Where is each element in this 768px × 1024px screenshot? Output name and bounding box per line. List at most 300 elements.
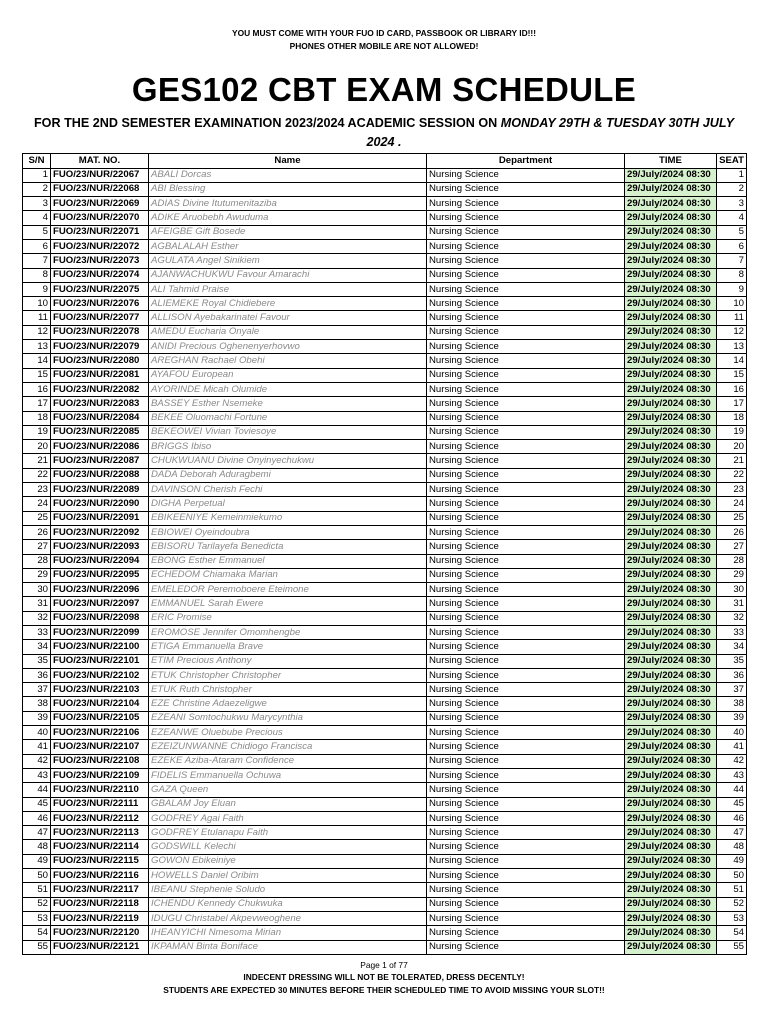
mat-no-cell: FUO/23/NUR/22108 (51, 754, 149, 768)
seat-number-cell: 35 (717, 654, 747, 668)
student-name-cell: EZE Christine Adaezeligwe (149, 697, 427, 711)
table-row (23, 411, 747, 425)
seat-number-cell: 6 (717, 239, 747, 253)
department-cell: Nursing Science (427, 368, 625, 382)
department-cell: Nursing Science (427, 711, 625, 725)
mat-no-cell: FUO/23/NUR/22107 (51, 740, 149, 754)
table-row (23, 282, 747, 296)
table-row (23, 640, 747, 654)
serial-number-cell: 15 (23, 368, 51, 382)
table-row (23, 797, 747, 811)
serial-number-cell: 48 (23, 840, 51, 854)
exam-time-cell: 29/July/2024 08:30 (625, 197, 717, 211)
seat-number-cell: 43 (717, 768, 747, 782)
student-name-cell: GOWON Ebikeiniye (149, 854, 427, 868)
mat-no-cell: FUO/23/NUR/22113 (51, 826, 149, 840)
mat-no-cell: FUO/23/NUR/22098 (51, 611, 149, 625)
student-name-cell: EZEIZUNWANNE Chidiogo Francisca (149, 740, 427, 754)
mat-no-cell: FUO/23/NUR/22109 (51, 768, 149, 782)
mat-no-cell: FUO/23/NUR/22120 (51, 926, 149, 940)
seat-number-cell: 2 (717, 182, 747, 196)
page-number: Page 1 of 77 (360, 960, 408, 970)
student-name-cell: ECHEDOM Chiamaka Marian (149, 568, 427, 582)
mat-no-cell: FUO/23/NUR/22106 (51, 726, 149, 740)
department-cell: Nursing Science (427, 911, 625, 925)
table-row (23, 840, 747, 854)
mat-no-cell: FUO/23/NUR/22104 (51, 697, 149, 711)
mat-no-cell: FUO/23/NUR/22092 (51, 525, 149, 539)
department-cell: Nursing Science (427, 454, 625, 468)
seat-number-cell: 23 (717, 483, 747, 497)
seat-number-cell: 37 (717, 683, 747, 697)
exam-time-cell: 29/July/2024 08:30 (625, 254, 717, 268)
seat-number-cell: 20 (717, 440, 747, 454)
serial-number-cell: 34 (23, 640, 51, 654)
table-row (23, 397, 747, 411)
mat-no-cell: FUO/23/NUR/22110 (51, 783, 149, 797)
student-name-cell: EZEKE Aziba-Ataram Confidence (149, 754, 427, 768)
exam-time-cell: 29/July/2024 08:30 (625, 497, 717, 511)
mat-no-cell: FUO/23/NUR/22094 (51, 554, 149, 568)
student-name-cell: GODSWILL Kelechi (149, 840, 427, 854)
arrival-time-notice: STUDENTS ARE EXPECTED 30 MINUTES BEFORE THEIR SCHEDULED TIME TO AVOID MISSING YOUR SLOT!! (163, 985, 605, 995)
seat-number-cell: 51 (717, 883, 747, 897)
mat-no-cell: FUO/23/NUR/22116 (51, 869, 149, 883)
column-header-time: TIME (625, 154, 717, 169)
department-cell: Nursing Science (427, 254, 625, 268)
serial-number-cell: 43 (23, 768, 51, 782)
serial-number-cell: 36 (23, 668, 51, 682)
exam-time-cell: 29/July/2024 08:30 (625, 611, 717, 625)
serial-number-cell: 3 (23, 197, 51, 211)
student-name-cell: BASSEY Esther Nsemeke (149, 397, 427, 411)
mat-no-cell: FUO/23/NUR/22081 (51, 368, 149, 382)
exam-time-cell: 29/July/2024 08:30 (625, 726, 717, 740)
mat-no-cell: FUO/23/NUR/22085 (51, 425, 149, 439)
serial-number-cell: 29 (23, 568, 51, 582)
serial-number-cell: 18 (23, 411, 51, 425)
seat-number-cell: 36 (717, 668, 747, 682)
department-cell: Nursing Science (427, 668, 625, 682)
table-row (23, 897, 747, 911)
department-cell: Nursing Science (427, 768, 625, 782)
exam-time-cell: 29/July/2024 08:30 (625, 811, 717, 825)
exam-time-cell: 29/July/2024 08:30 (625, 540, 717, 554)
exam-time-cell: 29/July/2024 08:30 (625, 397, 717, 411)
student-name-cell: ERIC Promise (149, 611, 427, 625)
table-row (23, 311, 747, 325)
department-cell: Nursing Science (427, 611, 625, 625)
mat-no-cell: FUO/23/NUR/22118 (51, 897, 149, 911)
table-header-row (23, 154, 747, 169)
table-row (23, 211, 747, 225)
serial-number-cell: 52 (23, 897, 51, 911)
exam-time-cell: 29/July/2024 08:30 (625, 883, 717, 897)
serial-number-cell: 40 (23, 726, 51, 740)
mat-no-cell: FUO/23/NUR/22097 (51, 597, 149, 611)
mat-no-cell: FUO/23/NUR/22121 (51, 940, 149, 954)
student-name-cell: DIGHA Perpetual (149, 497, 427, 511)
mat-no-cell: FUO/23/NUR/22105 (51, 711, 149, 725)
exam-time-cell: 29/July/2024 08:30 (625, 525, 717, 539)
serial-number-cell: 4 (23, 211, 51, 225)
exam-time-cell: 29/July/2024 08:30 (625, 297, 717, 311)
seat-number-cell: 3 (717, 197, 747, 211)
table-row (23, 754, 747, 768)
seat-number-cell: 38 (717, 697, 747, 711)
seat-number-cell: 28 (717, 554, 747, 568)
student-name-cell: ADIAS Divine Itutumenitaziba (149, 197, 427, 211)
exam-time-cell: 29/July/2024 08:30 (625, 740, 717, 754)
seat-number-cell: 18 (717, 411, 747, 425)
table-row (23, 554, 747, 568)
table-row (23, 811, 747, 825)
seat-number-cell: 8 (717, 268, 747, 282)
column-header-mat-no: MAT. NO. (51, 154, 149, 169)
mat-no-cell: FUO/23/NUR/22070 (51, 211, 149, 225)
seat-number-cell: 32 (717, 611, 747, 625)
department-cell: Nursing Science (427, 440, 625, 454)
table-row (23, 583, 747, 597)
serial-number-cell: 37 (23, 683, 51, 697)
serial-number-cell: 22 (23, 468, 51, 482)
department-cell: Nursing Science (427, 568, 625, 582)
student-name-cell: GAZA Queen (149, 783, 427, 797)
exam-time-cell: 29/July/2024 08:30 (625, 926, 717, 940)
table-row (23, 726, 747, 740)
exam-time-cell: 29/July/2024 08:30 (625, 654, 717, 668)
exam-time-cell: 29/July/2024 08:30 (625, 382, 717, 396)
seat-number-cell: 31 (717, 597, 747, 611)
mat-no-cell: FUO/23/NUR/22101 (51, 654, 149, 668)
serial-number-cell: 47 (23, 826, 51, 840)
student-name-cell: EROMOSE Jennifer Omomhengbe (149, 626, 427, 640)
seat-number-cell: 40 (717, 726, 747, 740)
serial-number-cell: 14 (23, 354, 51, 368)
exam-time-cell: 29/July/2024 08:30 (625, 440, 717, 454)
table-row (23, 525, 747, 539)
seat-number-cell: 13 (717, 340, 747, 354)
table-row (23, 425, 747, 439)
department-cell: Nursing Science (427, 525, 625, 539)
serial-number-cell: 46 (23, 811, 51, 825)
serial-number-cell: 25 (23, 511, 51, 525)
seat-number-cell: 29 (717, 568, 747, 582)
student-name-cell: BEKEOWEI Vivian Toviesoye (149, 425, 427, 439)
exam-time-cell: 29/July/2024 08:30 (625, 768, 717, 782)
exam-time-cell: 29/July/2024 08:30 (625, 225, 717, 239)
student-name-cell: EZEANWE Oluebube Precious (149, 726, 427, 740)
serial-number-cell: 12 (23, 325, 51, 339)
department-cell: Nursing Science (427, 854, 625, 868)
department-cell: Nursing Science (427, 511, 625, 525)
exam-time-cell: 29/July/2024 08:30 (625, 425, 717, 439)
mat-no-cell: FUO/23/NUR/22102 (51, 668, 149, 682)
exam-dates: MONDAY 29TH & TUESDAY 30TH JULY 2024 . (366, 116, 735, 149)
serial-number-cell: 39 (23, 711, 51, 725)
table-row (23, 854, 747, 868)
table-row (23, 654, 747, 668)
exam-time-cell: 29/July/2024 08:30 (625, 683, 717, 697)
seat-number-cell: 30 (717, 583, 747, 597)
department-cell: Nursing Science (427, 211, 625, 225)
serial-number-cell: 53 (23, 911, 51, 925)
department-cell: Nursing Science (427, 597, 625, 611)
department-cell: Nursing Science (427, 483, 625, 497)
seat-number-cell: 25 (717, 511, 747, 525)
seat-number-cell: 17 (717, 397, 747, 411)
table-row (23, 740, 747, 754)
exam-schedule-table (22, 153, 747, 955)
column-header-seat: SEAT (717, 154, 747, 169)
serial-number-cell: 6 (23, 239, 51, 253)
exam-time-cell: 29/July/2024 08:30 (625, 897, 717, 911)
exam-time-cell: 29/July/2024 08:30 (625, 826, 717, 840)
table-row (23, 883, 747, 897)
student-name-cell: AGBALALAH Esther (149, 239, 427, 253)
seat-number-cell: 7 (717, 254, 747, 268)
seat-number-cell: 21 (717, 454, 747, 468)
mat-no-cell: FUO/23/NUR/22089 (51, 483, 149, 497)
serial-number-cell: 26 (23, 525, 51, 539)
seat-number-cell: 14 (717, 354, 747, 368)
student-name-cell: EBONG Esther Emmanuel (149, 554, 427, 568)
student-name-cell: EBIOWEI Oyeindoubra (149, 525, 427, 539)
seat-number-cell: 5 (717, 225, 747, 239)
student-name-cell: DADA Deborah Aduragbemi (149, 468, 427, 482)
phones-notice: PHONES OTHER MOBILE ARE NOT ALLOWED! (289, 40, 479, 51)
student-name-cell: GBALAM Joy Eluan (149, 797, 427, 811)
student-name-cell: ALI Tahmid Praise (149, 282, 427, 296)
exam-time-cell: 29/July/2024 08:30 (625, 182, 717, 196)
serial-number-cell: 13 (23, 340, 51, 354)
table-row (23, 768, 747, 782)
seat-number-cell: 52 (717, 897, 747, 911)
seat-number-cell: 34 (717, 640, 747, 654)
serial-number-cell: 17 (23, 397, 51, 411)
subtitle-prefix: FOR THE 2ND SEMESTER EXAMINATION 2023/2024 ACADEMIC SESSION ON (33, 116, 501, 130)
seat-number-cell: 4 (717, 211, 747, 225)
department-cell: Nursing Science (427, 654, 625, 668)
seat-number-cell: 27 (717, 540, 747, 554)
table-row (23, 468, 747, 482)
exam-session-subtitle (24, 114, 744, 152)
department-cell: Nursing Science (427, 282, 625, 296)
table-row (23, 568, 747, 582)
serial-number-cell: 11 (23, 311, 51, 325)
mat-no-cell: FUO/23/NUR/22095 (51, 568, 149, 582)
exam-time-cell: 29/July/2024 08:30 (625, 626, 717, 640)
table-row (23, 911, 747, 925)
exam-time-cell: 29/July/2024 08:30 (625, 711, 717, 725)
mat-no-cell: FUO/23/NUR/22083 (51, 397, 149, 411)
seat-number-cell: 19 (717, 425, 747, 439)
mat-no-cell: FUO/23/NUR/22068 (51, 182, 149, 196)
seat-number-cell: 12 (717, 325, 747, 339)
mat-no-cell: FUO/23/NUR/22103 (51, 683, 149, 697)
table-row (23, 368, 747, 382)
page-title: GES102 CBT EXAM SCHEDULE (131, 71, 637, 108)
department-cell: Nursing Science (427, 225, 625, 239)
student-name-cell: ETUK Christopher Christopher (149, 668, 427, 682)
student-name-cell: IKPAMAN Binta Boniface (149, 940, 427, 954)
student-name-cell: BRIGGS Ibiso (149, 440, 427, 454)
exam-time-cell: 29/July/2024 08:30 (625, 754, 717, 768)
student-name-cell: ABI Blessing (149, 182, 427, 196)
seat-number-cell: 15 (717, 368, 747, 382)
seat-number-cell: 10 (717, 297, 747, 311)
department-cell: Nursing Science (427, 869, 625, 883)
serial-number-cell: 50 (23, 869, 51, 883)
student-name-cell: IDUGU Christabel Akpevweoghene (149, 911, 427, 925)
department-cell: Nursing Science (427, 926, 625, 940)
table-row (23, 225, 747, 239)
student-name-cell: HOWELLS Daniel Oribim (149, 869, 427, 883)
student-name-cell: ALIEMEKE Royal Chidiebere (149, 297, 427, 311)
exam-time-cell: 29/July/2024 08:30 (625, 783, 717, 797)
serial-number-cell: 5 (23, 225, 51, 239)
serial-number-cell: 45 (23, 797, 51, 811)
exam-time-cell: 29/July/2024 08:30 (625, 911, 717, 925)
exam-time-cell: 29/July/2024 08:30 (625, 511, 717, 525)
seat-number-cell: 46 (717, 811, 747, 825)
serial-number-cell: 35 (23, 654, 51, 668)
exam-time-cell: 29/July/2024 08:30 (625, 411, 717, 425)
table-row (23, 540, 747, 554)
table-row (23, 454, 747, 468)
seat-number-cell: 49 (717, 854, 747, 868)
serial-number-cell: 28 (23, 554, 51, 568)
serial-number-cell: 31 (23, 597, 51, 611)
serial-number-cell: 9 (23, 282, 51, 296)
mat-no-cell: FUO/23/NUR/22067 (51, 168, 149, 182)
mat-no-cell: FUO/23/NUR/22075 (51, 282, 149, 296)
student-name-cell: ETIM Precious Anthony (149, 654, 427, 668)
department-cell: Nursing Science (427, 940, 625, 954)
seat-number-cell: 42 (717, 754, 747, 768)
department-cell: Nursing Science (427, 325, 625, 339)
mat-no-cell: FUO/23/NUR/22072 (51, 239, 149, 253)
exam-time-cell: 29/July/2024 08:30 (625, 368, 717, 382)
exam-time-cell: 29/July/2024 08:30 (625, 282, 717, 296)
table-body (23, 168, 747, 954)
department-cell: Nursing Science (427, 168, 625, 182)
table-row (23, 511, 747, 525)
serial-number-cell: 10 (23, 297, 51, 311)
exam-time-cell: 29/July/2024 08:30 (625, 168, 717, 182)
table-row (23, 354, 747, 368)
mat-no-cell: FUO/23/NUR/22093 (51, 540, 149, 554)
exam-time-cell: 29/July/2024 08:30 (625, 483, 717, 497)
serial-number-cell: 21 (23, 454, 51, 468)
student-name-cell: EBIKEENIYE Kemeinmiekumo (149, 511, 427, 525)
student-name-cell: AMEDU Eucharia Onyale (149, 325, 427, 339)
table-row (23, 783, 747, 797)
seat-number-cell: 22 (717, 468, 747, 482)
table-row (23, 626, 747, 640)
mat-no-cell: FUO/23/NUR/22077 (51, 311, 149, 325)
exam-time-cell: 29/July/2024 08:30 (625, 597, 717, 611)
exam-time-cell: 29/July/2024 08:30 (625, 797, 717, 811)
seat-number-cell: 41 (717, 740, 747, 754)
student-name-cell: EMMANUEL Sarah Ewere (149, 597, 427, 611)
column-header-name: Name (149, 154, 427, 169)
student-name-cell: EMELEDOR Peremoboere Eteimone (149, 583, 427, 597)
department-cell: Nursing Science (427, 626, 625, 640)
table-row (23, 297, 747, 311)
department-cell: Nursing Science (427, 583, 625, 597)
seat-number-cell: 33 (717, 626, 747, 640)
bottom-notice (0, 971, 768, 997)
mat-no-cell: FUO/23/NUR/22071 (51, 225, 149, 239)
table-row (23, 668, 747, 682)
mat-no-cell: FUO/23/NUR/22078 (51, 325, 149, 339)
department-cell: Nursing Science (427, 297, 625, 311)
student-name-cell: IBEANU Stephenie Soludo (149, 883, 427, 897)
exam-time-cell: 29/July/2024 08:30 (625, 340, 717, 354)
serial-number-cell: 24 (23, 497, 51, 511)
serial-number-cell: 1 (23, 168, 51, 182)
serial-number-cell: 16 (23, 382, 51, 396)
table-row (23, 254, 747, 268)
mat-no-cell: FUO/23/NUR/22080 (51, 354, 149, 368)
department-cell: Nursing Science (427, 239, 625, 253)
exam-time-cell: 29/July/2024 08:30 (625, 211, 717, 225)
column-header-department: Department (427, 154, 625, 169)
mat-no-cell: FUO/23/NUR/22100 (51, 640, 149, 654)
student-name-cell: GODFREY Etulanapu Faith (149, 826, 427, 840)
serial-number-cell: 8 (23, 268, 51, 282)
exam-time-cell: 29/July/2024 08:30 (625, 640, 717, 654)
mat-no-cell: FUO/23/NUR/22114 (51, 840, 149, 854)
seat-number-cell: 50 (717, 869, 747, 883)
table-row (23, 483, 747, 497)
student-name-cell: BEKEE Oluomachi Fortune (149, 411, 427, 425)
exam-time-cell: 29/July/2024 08:30 (625, 354, 717, 368)
student-name-cell: CHUKWUANU Divine Onyinyechukwu (149, 454, 427, 468)
serial-number-cell: 41 (23, 740, 51, 754)
table-row (23, 382, 747, 396)
table-row (23, 497, 747, 511)
serial-number-cell: 20 (23, 440, 51, 454)
exam-time-cell: 29/July/2024 08:30 (625, 325, 717, 339)
exam-time-cell: 29/July/2024 08:30 (625, 554, 717, 568)
exam-time-cell: 29/July/2024 08:30 (625, 869, 717, 883)
seat-number-cell: 26 (717, 525, 747, 539)
exam-time-cell: 29/July/2024 08:30 (625, 311, 717, 325)
seat-number-cell: 9 (717, 282, 747, 296)
table-row (23, 440, 747, 454)
serial-number-cell: 44 (23, 783, 51, 797)
student-name-cell: ABALI Dorcas (149, 168, 427, 182)
seat-number-cell: 53 (717, 911, 747, 925)
seat-number-cell: 45 (717, 797, 747, 811)
department-cell: Nursing Science (427, 268, 625, 282)
department-cell: Nursing Science (427, 740, 625, 754)
table-row (23, 697, 747, 711)
serial-number-cell: 33 (23, 626, 51, 640)
department-cell: Nursing Science (427, 540, 625, 554)
student-name-cell: ETIGA Emmanuella Brave (149, 640, 427, 654)
department-cell: Nursing Science (427, 640, 625, 654)
column-header-sn: S/N (23, 154, 51, 169)
serial-number-cell: 30 (23, 583, 51, 597)
department-cell: Nursing Science (427, 840, 625, 854)
department-cell: Nursing Science (427, 883, 625, 897)
dress-code-notice: INDECENT DRESSING WILL NOT BE TOLERATED, DRESS DECENTLY! (243, 972, 525, 982)
table-row (23, 268, 747, 282)
department-cell: Nursing Science (427, 726, 625, 740)
